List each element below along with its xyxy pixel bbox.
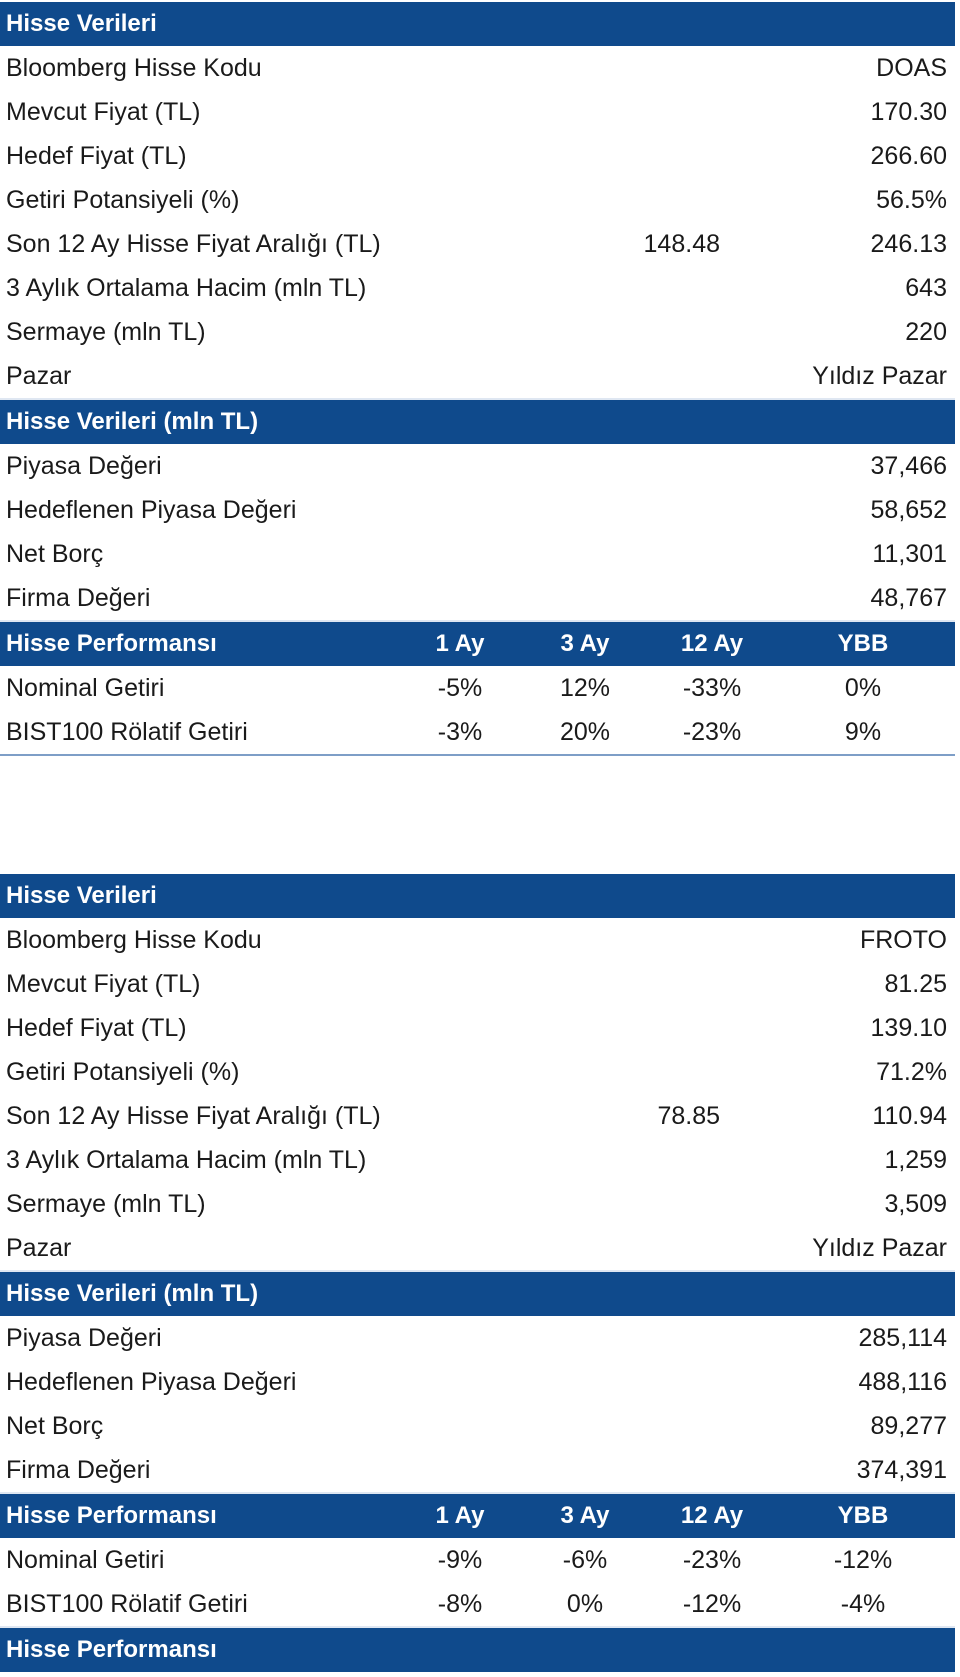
row-value: 488,116 xyxy=(858,1368,947,1396)
section-header-stock-data xyxy=(0,2,955,46)
cell-1m: -8% xyxy=(437,1590,483,1618)
cell-12m: -12% xyxy=(682,1590,742,1618)
cell-3m: 20% xyxy=(559,718,611,746)
section-header-performance xyxy=(0,620,955,666)
row-12m-price-range xyxy=(0,1094,955,1138)
row-relative-return xyxy=(0,1582,955,1626)
row-target-market-cap xyxy=(0,1360,955,1404)
row-label: Hedeflenen Piyasa Değeri xyxy=(6,1368,297,1396)
cell-3m: 0% xyxy=(566,1590,604,1618)
table-bottom-rule xyxy=(0,754,955,756)
section-header-label: Hisse Performansı xyxy=(6,630,217,657)
row-label: Hedef Fiyat (TL) xyxy=(6,1014,187,1042)
row-enterprise-value xyxy=(0,576,955,620)
col-header-ytd: YBB xyxy=(837,1502,889,1529)
cell-3m: 12% xyxy=(559,674,611,702)
row-label: Bloomberg Hisse Kodu xyxy=(6,54,262,82)
row-value-high: 246.13 xyxy=(870,230,947,258)
row-label: Mevcut Fiyat (TL) xyxy=(6,970,201,998)
col-header-1m: 1 Ay xyxy=(435,630,485,657)
section-header-performance-trailing xyxy=(0,1626,955,1672)
row-label: Getiri Potansiyeli (%) xyxy=(6,186,240,214)
row-label: BIST100 Rölatif Getiri xyxy=(6,1590,248,1618)
row-label: Piyasa Değeri xyxy=(6,1324,162,1352)
row-label: Firma Değeri xyxy=(6,584,151,612)
row-avg-volume xyxy=(0,1138,955,1182)
section-header-performance xyxy=(0,1492,955,1538)
row-value: 81.25 xyxy=(884,970,947,998)
row-target-price xyxy=(0,134,955,178)
row-label: Mevcut Fiyat (TL) xyxy=(6,98,201,126)
section-header-label: Hisse Verileri (mln TL) xyxy=(6,408,259,435)
row-value: 266.60 xyxy=(870,142,947,170)
row-value: DOAS xyxy=(876,54,947,82)
row-market-cap xyxy=(0,1316,955,1360)
row-value-low: 78.85 xyxy=(657,1102,720,1130)
row-label: BIST100 Rölatif Getiri xyxy=(6,718,248,746)
col-header-1m: 1 Ay xyxy=(435,1502,485,1529)
cell-12m: -23% xyxy=(682,718,742,746)
section-header-stock-values xyxy=(0,398,955,444)
row-label: Sermaye (mln TL) xyxy=(6,318,206,346)
cell-3m: -6% xyxy=(562,1546,608,1574)
row-nominal-return xyxy=(0,1538,955,1582)
cell-ytd: -4% xyxy=(840,1590,886,1618)
col-header-3m: 3 Ay xyxy=(560,630,610,657)
row-value: FROTO xyxy=(859,926,947,954)
row-value-low: 148.48 xyxy=(643,230,720,258)
col-header-12m: 12 Ay xyxy=(680,630,744,657)
row-label: Net Borç xyxy=(6,1412,104,1440)
row-bloomberg-code xyxy=(0,46,955,90)
row-current-price xyxy=(0,90,955,134)
row-bloomberg-code xyxy=(0,918,955,962)
cell-ytd: -12% xyxy=(833,1546,893,1574)
row-value: 56.5% xyxy=(876,186,947,214)
section-header-label: Hisse Verileri xyxy=(6,882,157,909)
row-current-price xyxy=(0,962,955,1006)
row-value: 89,277 xyxy=(870,1412,947,1440)
row-12m-price-range xyxy=(0,222,955,266)
row-label: Net Borç xyxy=(6,540,104,568)
row-net-debt xyxy=(0,1404,955,1448)
row-market xyxy=(0,1226,955,1270)
row-label: Pazar xyxy=(6,1234,72,1262)
row-value: 3,509 xyxy=(884,1190,947,1218)
row-label: Firma Değeri xyxy=(6,1456,151,1484)
row-value: 37,466 xyxy=(870,452,947,480)
row-value: Yıldız Pazar xyxy=(812,362,947,390)
row-value: 58,652 xyxy=(870,496,947,524)
row-value: 1,259 xyxy=(884,1146,947,1174)
row-value: 643 xyxy=(905,274,947,302)
stock-data-table-froto xyxy=(0,874,955,1672)
cell-1m: -3% xyxy=(437,718,483,746)
section-header-stock-data xyxy=(0,874,955,918)
section-header-stock-values xyxy=(0,1270,955,1316)
row-label: Nominal Getiri xyxy=(6,674,165,702)
row-label: 3 Aylık Ortalama Hacim (mln TL) xyxy=(6,274,367,302)
row-capital xyxy=(0,1182,955,1226)
row-capital xyxy=(0,310,955,354)
col-header-12m: 12 Ay xyxy=(680,1502,744,1529)
cell-12m: -23% xyxy=(682,1546,742,1574)
row-label: Pazar xyxy=(6,362,72,390)
row-value-high: 110.94 xyxy=(872,1102,947,1130)
row-avg-volume xyxy=(0,266,955,310)
row-market xyxy=(0,354,955,398)
cell-1m: -9% xyxy=(437,1546,483,1574)
col-header-3m: 3 Ay xyxy=(560,1502,610,1529)
row-return-potential xyxy=(0,178,955,222)
row-value: 285,114 xyxy=(858,1324,947,1352)
row-label: Piyasa Değeri xyxy=(6,452,162,480)
row-label: Hedef Fiyat (TL) xyxy=(6,142,187,170)
row-relative-return xyxy=(0,710,955,754)
row-value: 48,767 xyxy=(870,584,947,612)
row-value: Yıldız Pazar xyxy=(812,1234,947,1262)
row-value: 170.30 xyxy=(870,98,947,126)
row-label: Son 12 Ay Hisse Fiyat Aralığı (TL) xyxy=(6,1102,381,1130)
cell-12m: -33% xyxy=(682,674,742,702)
section-header-label: Hisse Verileri (mln TL) xyxy=(6,1280,259,1307)
row-label: Bloomberg Hisse Kodu xyxy=(6,926,262,954)
row-nominal-return xyxy=(0,666,955,710)
section-header-label: Hisse Verileri xyxy=(6,10,157,37)
row-label: 3 Aylık Ortalama Hacim (mln TL) xyxy=(6,1146,367,1174)
row-return-potential xyxy=(0,1050,955,1094)
col-header-ytd: YBB xyxy=(837,630,889,657)
row-value: 139.10 xyxy=(870,1014,947,1042)
row-label: Getiri Potansiyeli (%) xyxy=(6,1058,240,1086)
cell-ytd: 0% xyxy=(844,674,882,702)
row-label: Hedeflenen Piyasa Değeri xyxy=(6,496,297,524)
cell-1m: -5% xyxy=(437,674,483,702)
section-header-label: Hisse Performansı xyxy=(6,1502,217,1529)
row-value: 11,301 xyxy=(872,540,947,568)
row-enterprise-value xyxy=(0,1448,955,1492)
row-target-market-cap xyxy=(0,488,955,532)
row-target-price xyxy=(0,1006,955,1050)
row-value: 374,391 xyxy=(856,1456,947,1484)
row-label: Sermaye (mln TL) xyxy=(6,1190,206,1218)
cell-ytd: 9% xyxy=(844,718,882,746)
row-value: 71.2% xyxy=(876,1058,947,1086)
row-market-cap xyxy=(0,444,955,488)
row-label: Nominal Getiri xyxy=(6,1546,165,1574)
section-header-label: Hisse Performansı xyxy=(6,1636,217,1663)
row-net-debt xyxy=(0,532,955,576)
stock-data-table-doas xyxy=(0,2,955,756)
row-label: Son 12 Ay Hisse Fiyat Aralığı (TL) xyxy=(6,230,381,258)
row-value: 220 xyxy=(905,318,947,346)
